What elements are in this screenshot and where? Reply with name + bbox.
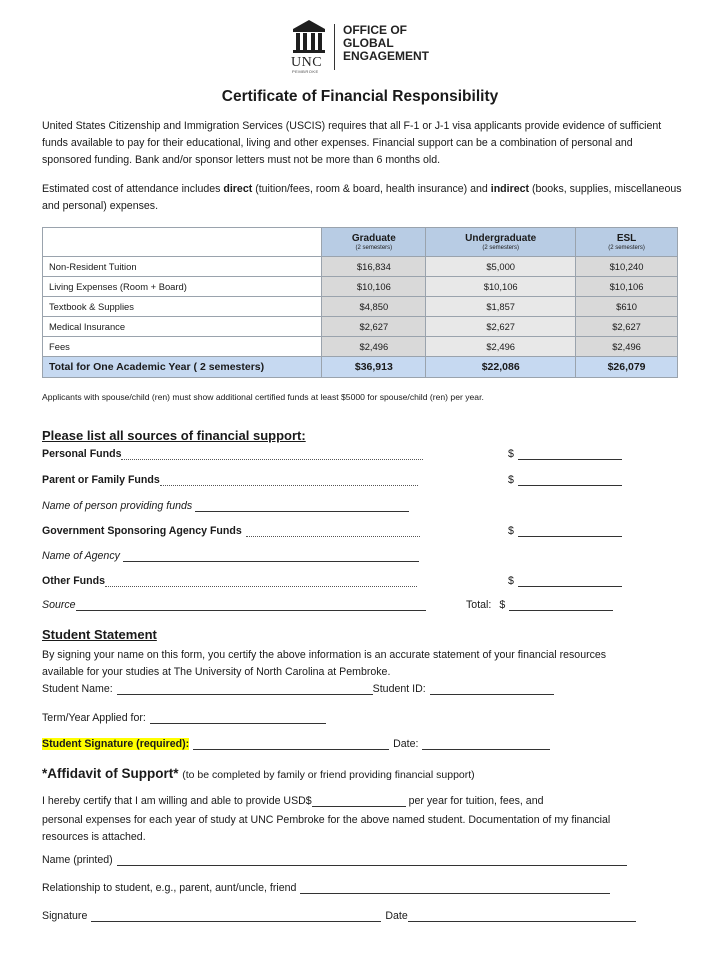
student-signature-input[interactable] <box>193 738 389 750</box>
cell-graduate: $2,627 <box>322 317 426 337</box>
logo-line-2: GLOBAL <box>343 36 394 50</box>
logo-unc-text: UNC <box>291 55 323 70</box>
cell-graduate: $10,106 <box>322 277 426 297</box>
agency-name-row <box>42 550 419 562</box>
dollar-sign: $ <box>508 525 514 537</box>
logo-line-3: ENGAGEMENT <box>343 49 430 63</box>
printed-name-row <box>42 854 627 866</box>
affidavit-title: *Affidavit of Support* <box>42 766 179 781</box>
other-funds-label: Other Funds <box>42 575 105 587</box>
signature-date-input[interactable] <box>422 738 550 750</box>
intro-paragraph: United States Citizenship and Immigration Services (USCIS) requires that all F-1 or J-1 visa applicants provide evidence of sufficient funds available to pay for their educational, living and other expenses. Financial support can be a combination of personal and sponsored funding. Bank and/or sponsor letters must not be more than 6 months old. <box>42 120 662 166</box>
personal-funds-label: Personal Funds <box>42 448 122 460</box>
parent-funds-amount[interactable] <box>508 474 622 486</box>
parent-funds-row <box>42 474 418 486</box>
sponsor-signature-input[interactable] <box>91 910 381 922</box>
person-name-input[interactable] <box>195 500 409 512</box>
affidavit-text-3: personal expenses for each year of study at UNC Pembroke for the above named student. Documentation of my financial resources is attached. <box>42 814 611 843</box>
relationship-label: Relationship to student, e.g., parent, aunt/uncle, friend <box>42 882 297 894</box>
total-row <box>43 357 678 378</box>
estimate-direct: direct <box>223 183 253 195</box>
affidavit-subtitle: (to be completed by family or friend providing financial support) <box>182 769 475 781</box>
student-signature-label: Student Signature (required): <box>42 738 190 750</box>
cell-esl: $10,240 <box>576 257 678 277</box>
row-label: Medical Insurance <box>43 317 322 337</box>
relationship-row <box>42 882 610 894</box>
total-esl: $26,079 <box>576 357 678 378</box>
dollar-sign: $ <box>499 599 506 611</box>
parent-funds-label: Parent or Family Funds <box>42 474 160 486</box>
student-statement-heading: Student Statement <box>42 627 157 642</box>
total-undergraduate: $22,086 <box>426 357 576 378</box>
total-amount[interactable] <box>466 599 613 611</box>
header-blank-cell <box>43 228 322 257</box>
row-label: Fees <box>43 337 322 357</box>
header-graduate: Graduate (2 semesters) <box>322 228 426 257</box>
sponsor-signature-label: Signature <box>42 910 88 922</box>
student-name-row <box>42 683 554 695</box>
spouse-child-note: Applicants with spouse/child (ren) must show additional certified funds at least $5000 for spouse/child (ren) per year. <box>42 392 484 402</box>
total-label: Total: <box>466 599 492 611</box>
header-esl: ESL (2 semesters) <box>576 228 678 257</box>
cell-undergraduate: $5,000 <box>426 257 576 277</box>
table-row <box>43 297 678 317</box>
person-name-label: Name of person providing funds <box>42 500 193 512</box>
student-name-input[interactable] <box>117 683 373 695</box>
affidavit-text-1: I hereby certify that I am willing and able to provide USD$ <box>42 795 312 807</box>
dotted-leader <box>105 576 417 587</box>
government-funds-row <box>42 525 420 537</box>
other-funds-row <box>42 575 417 587</box>
estimate-text-3: (books, supplies, miscellaneous and personal) expenses. <box>42 183 682 212</box>
student-id-input[interactable] <box>430 683 554 695</box>
personal-funds-input[interactable] <box>518 448 622 460</box>
affidavit-line-1 <box>42 795 543 807</box>
cell-esl: $2,496 <box>576 337 678 357</box>
statement-text: By signing your name on this form, you certify the above information is an accurate statement of your financial resources available for your studies at The University of North Carolina at Pembroke. <box>42 649 607 678</box>
cell-undergraduate: $2,627 <box>426 317 576 337</box>
estimate-text-1: Estimated cost of attendance includes <box>42 183 224 195</box>
relationship-input[interactable] <box>300 882 610 894</box>
dotted-leader <box>160 475 418 486</box>
cell-undergraduate: $2,496 <box>426 337 576 357</box>
student-name-label: Student Name: <box>42 683 113 695</box>
page-title: Certificate of Financial Responsibility <box>221 88 499 105</box>
total-label: Total for One Academic Year ( 2 semesters) <box>43 357 322 378</box>
table-row <box>43 277 678 297</box>
source-input[interactable] <box>76 599 426 611</box>
cell-esl: $2,627 <box>576 317 678 337</box>
parent-funds-input[interactable] <box>518 474 622 486</box>
estimate-indirect: indirect <box>490 183 530 195</box>
other-funds-input[interactable] <box>518 575 622 587</box>
personal-funds-amount[interactable] <box>508 448 622 460</box>
printed-name-label: Name (printed) <box>42 854 113 866</box>
unc-columns-icon <box>290 18 328 74</box>
dollar-sign: $ <box>508 474 514 486</box>
total-graduate: $36,913 <box>322 357 426 378</box>
personal-funds-row <box>42 448 423 460</box>
other-funds-amount[interactable] <box>508 575 622 587</box>
student-id-label: Student ID: <box>372 683 426 695</box>
cell-esl: $610 <box>576 297 678 317</box>
cost-table <box>42 227 678 378</box>
row-label: Non-Resident Tuition <box>43 257 322 277</box>
sponsor-signature-row <box>42 910 636 922</box>
government-funds-input[interactable] <box>518 525 622 537</box>
cell-esl: $10,106 <box>576 277 678 297</box>
student-signature-row <box>42 738 550 750</box>
header-undergraduate: Undergraduate (2 semesters) <box>426 228 576 257</box>
logo-pembroke-text: PEMBROKE <box>292 69 319 74</box>
affidavit-text-2: per year for tuition, fees, and <box>405 795 544 807</box>
person-name-row <box>42 500 409 512</box>
logo-office-name <box>343 24 429 63</box>
total-input[interactable] <box>509 599 613 611</box>
government-funds-amount[interactable] <box>508 525 622 537</box>
affidavit-heading <box>42 766 475 781</box>
cell-undergraduate: $10,106 <box>426 277 576 297</box>
term-label: Term/Year Applied for: <box>42 712 146 724</box>
table-row <box>43 257 678 277</box>
agency-name-input[interactable] <box>123 550 419 562</box>
row-label: Textbook & Supplies <box>43 297 322 317</box>
estimate-paragraph <box>42 181 682 215</box>
logo-line-1: OFFICE OF <box>343 23 407 37</box>
signature-date-label: Date: <box>393 738 419 750</box>
logo-divider <box>334 24 335 70</box>
dotted-leader <box>246 526 420 537</box>
cell-graduate: $2,496 <box>322 337 426 357</box>
dollar-sign: $ <box>508 448 514 460</box>
office-logo <box>290 18 429 74</box>
government-funds-label: Government Sponsoring Agency Funds <box>42 525 242 537</box>
cost-table-header <box>43 228 678 257</box>
term-row <box>42 712 326 724</box>
sponsor-date-input[interactable] <box>408 910 636 922</box>
row-label: Living Expenses (Room + Board) <box>43 277 322 297</box>
cell-undergraduate: $1,857 <box>426 297 576 317</box>
table-row <box>43 317 678 337</box>
sponsor-date-label: Date <box>385 910 408 922</box>
printed-name-input[interactable] <box>117 854 627 866</box>
dotted-leader <box>121 449 423 460</box>
agency-name-label: Name of Agency <box>42 550 120 562</box>
table-row <box>43 337 678 357</box>
usd-amount-input[interactable] <box>312 795 406 807</box>
cell-graduate: $16,834 <box>322 257 426 277</box>
dollar-sign: $ <box>508 575 514 587</box>
estimate-text-2: (tuition/fees, room & board, health insurance) and <box>252 183 491 195</box>
source-label: Source <box>42 599 76 611</box>
cell-graduate: $4,850 <box>322 297 426 317</box>
sources-heading: Please list all sources of financial support: <box>42 428 306 443</box>
source-row <box>42 599 426 611</box>
term-input[interactable] <box>150 712 326 724</box>
